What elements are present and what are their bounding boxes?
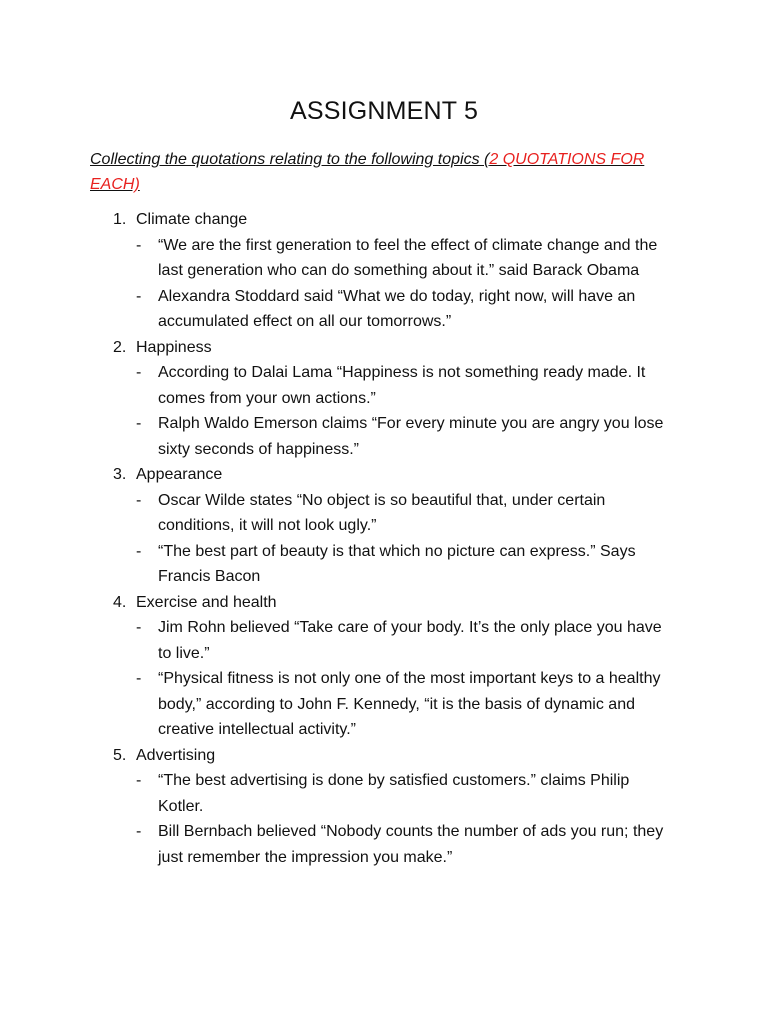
bullet-dash: - <box>136 619 142 636</box>
quote-text: Alexandra Stoddard said “What we do today, right now, will have an accumulated effect on all our tomorrows.” <box>158 287 636 330</box>
quote-text: According to Dalai Lama “Happiness is not something ready made. It comes from your own actions.” <box>158 364 646 407</box>
quote-item <box>0 488 678 539</box>
bullet-dash: - <box>136 823 142 840</box>
bullet-dash: - <box>136 670 142 687</box>
topic-number: 3. <box>113 466 127 483</box>
quote-text: “Physical fitness is not only one of the most important keys to a healthy body,” according to John F. Kennedy, “it is the basis of dynamic and creative intellectual activity.” <box>158 670 661 738</box>
bullet-dash: - <box>136 491 142 509</box>
quote-text: Jim Rohn believed “Take care of your body. It’s the only place you have to live.” <box>158 619 662 662</box>
instructions-text: Collecting the quotations relating to the following topics ( <box>90 151 490 168</box>
topic-name: Climate change <box>136 211 248 228</box>
quote-text: Ralph Waldo Emerson claims “For every minute you are angry you lose sixty seconds of happiness.” <box>158 415 664 458</box>
instructions-quantity-note: 2 QUOTATIONS FOR EACH) <box>90 151 645 193</box>
quote-item <box>0 284 678 335</box>
quote-item <box>0 819 678 870</box>
assignment-instructions <box>90 147 660 197</box>
topic-number: 5. <box>113 746 127 764</box>
document-title: ASSIGNMENT 5 <box>289 97 479 125</box>
topic-number: 2. <box>113 338 127 356</box>
topic-name: Happiness <box>136 338 212 356</box>
quote-text: Oscar Wilde states “No object is so beautiful that, under certain conditions, it will not look ugly.” <box>158 491 606 534</box>
topic-item <box>0 462 768 488</box>
quote-item <box>0 666 678 743</box>
bullet-dash: - <box>136 415 142 432</box>
topic-name: Advertising <box>136 746 216 764</box>
topic-number: 4. <box>113 593 127 611</box>
quote-item <box>0 768 678 819</box>
quote-text: “The best part of beauty is that which no picture can express.” Says Francis Bacon <box>158 542 636 585</box>
topic-item <box>0 743 768 769</box>
quote-item <box>0 360 678 411</box>
topic-name: Appearance <box>136 466 223 483</box>
quote-text: “The best advertising is done by satisfied customers.” claims Philip Kotler. <box>158 772 630 815</box>
bullet-dash: - <box>136 236 142 254</box>
quote-text: “We are the first generation to feel the effect of climate change and the last generation who can do something about it.” said Barack Obama <box>158 236 658 279</box>
topic-item <box>0 335 768 361</box>
topic-item <box>0 590 768 616</box>
quote-item <box>0 539 678 590</box>
bullet-dash: - <box>136 364 142 381</box>
bullet-dash: - <box>136 772 142 789</box>
topic-list <box>0 207 768 870</box>
bullet-dash: - <box>136 542 142 560</box>
quote-text: Bill Bernbach believed “Nobody counts the number of ads you run; they just remember the impression you make.” <box>158 823 664 866</box>
quote-item <box>0 411 678 462</box>
bullet-dash: - <box>136 287 142 305</box>
quote-item <box>0 233 678 284</box>
quote-item <box>0 615 678 666</box>
topic-number: 1. <box>113 211 127 228</box>
topic-item <box>0 207 768 233</box>
topic-name: Exercise and health <box>136 593 277 611</box>
